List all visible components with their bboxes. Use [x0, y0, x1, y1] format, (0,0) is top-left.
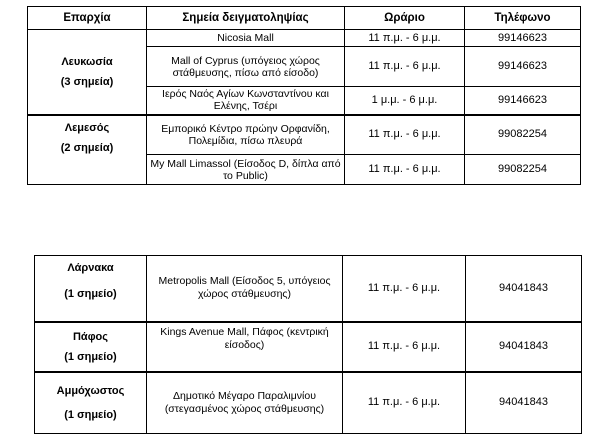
hours-cell: 1 μ.μ. - 6 μ.μ.: [345, 87, 465, 115]
table-row: [35, 322, 582, 372]
region-count: (3 σημεία): [60, 75, 114, 88]
header-phone: Τηλέφωνο: [465, 7, 581, 30]
sampling-points-table-2: [34, 255, 582, 434]
point-cell: Δημοτικό Μέγαρο Παραλιμνίου (στεγασμένος χώρος στάθμευσης): [147, 372, 343, 434]
sampling-points-table-1: [27, 6, 581, 185]
point-cell: Mall of Cyprus (υπόγειος χώρος στάθμευσης, πίσω από είσοδο): [147, 47, 345, 87]
region-name: Λευκωσία: [61, 55, 113, 68]
region-count: (1 σημείο): [64, 408, 117, 421]
point-cell: My Mall Limassol (Είσοδος D, δίπλα από το Public): [147, 155, 345, 185]
region-cell-famagusta: [35, 372, 147, 434]
region-cell-larnaca: [35, 256, 147, 322]
phone-cell: 99082254: [465, 115, 581, 155]
phone-cell: 99146623: [465, 87, 581, 115]
region-name: Λάρνακα: [67, 262, 114, 274]
point-cell: Εμπορικό Κέντρο πρώην Ορφανίδη, Πολεμίδια, πίσω πλευρά: [147, 115, 345, 155]
hours-cell: 11 π.μ. - 6 μ.μ.: [343, 372, 466, 434]
hours-cell: 11 π.μ. - 6 μ.μ.: [345, 155, 465, 185]
hours-cell: 11 π.μ. - 6 μ.μ.: [343, 322, 466, 372]
table-row: [28, 115, 581, 155]
point-cell: Nicosia Mall: [147, 30, 345, 47]
hours-cell: 11 π.μ. - 6 μ.μ.: [345, 47, 465, 87]
region-count: (1 σημείο): [64, 288, 117, 300]
phone-cell: 94041843: [466, 322, 582, 372]
table-row: [28, 30, 581, 47]
point-cell: Ιερός Ναός Αγίων Κωνσταντίνου και Ελένης, Τσέρι: [147, 87, 345, 115]
phone-cell: 99146623: [465, 30, 581, 47]
table-row: [35, 372, 582, 434]
phone-cell: 99146623: [465, 47, 581, 87]
header-points: Σημεία δειγματοληψίας: [147, 7, 345, 30]
table-row: [35, 256, 582, 322]
phone-cell: 94041843: [466, 256, 582, 322]
point-cell: Kings Avenue Mall, Πάφος (κεντρική είσοδος): [147, 322, 343, 372]
header-region: Επαρχία: [28, 7, 147, 30]
region-cell-paphos: [35, 322, 147, 372]
hours-cell: 11 π.μ. - 6 μ.μ.: [343, 256, 466, 322]
hours-cell: 11 π.μ. - 6 μ.μ.: [345, 30, 465, 47]
table-header-row: [28, 7, 581, 30]
region-name: Λεμεσός: [64, 121, 110, 134]
header-hours: Ωράριο: [345, 7, 465, 30]
region-name: Αμμόχωστος: [56, 384, 125, 397]
region-cell-nicosia: [28, 30, 147, 115]
phone-cell: 99082254: [465, 155, 581, 185]
hours-cell: 11 π.μ. - 6 μ.μ.: [345, 115, 465, 155]
region-name: Πάφος: [72, 330, 108, 343]
region-count: (1 σημείο): [64, 350, 117, 363]
region-cell-limassol: [28, 115, 147, 185]
region-count: (2 σημεία): [60, 141, 114, 154]
phone-cell: 94041843: [466, 372, 582, 434]
point-cell: Metropolis Mall (Είσοδος 5, υπόγειος χώρος στάθμευσης): [147, 256, 343, 322]
